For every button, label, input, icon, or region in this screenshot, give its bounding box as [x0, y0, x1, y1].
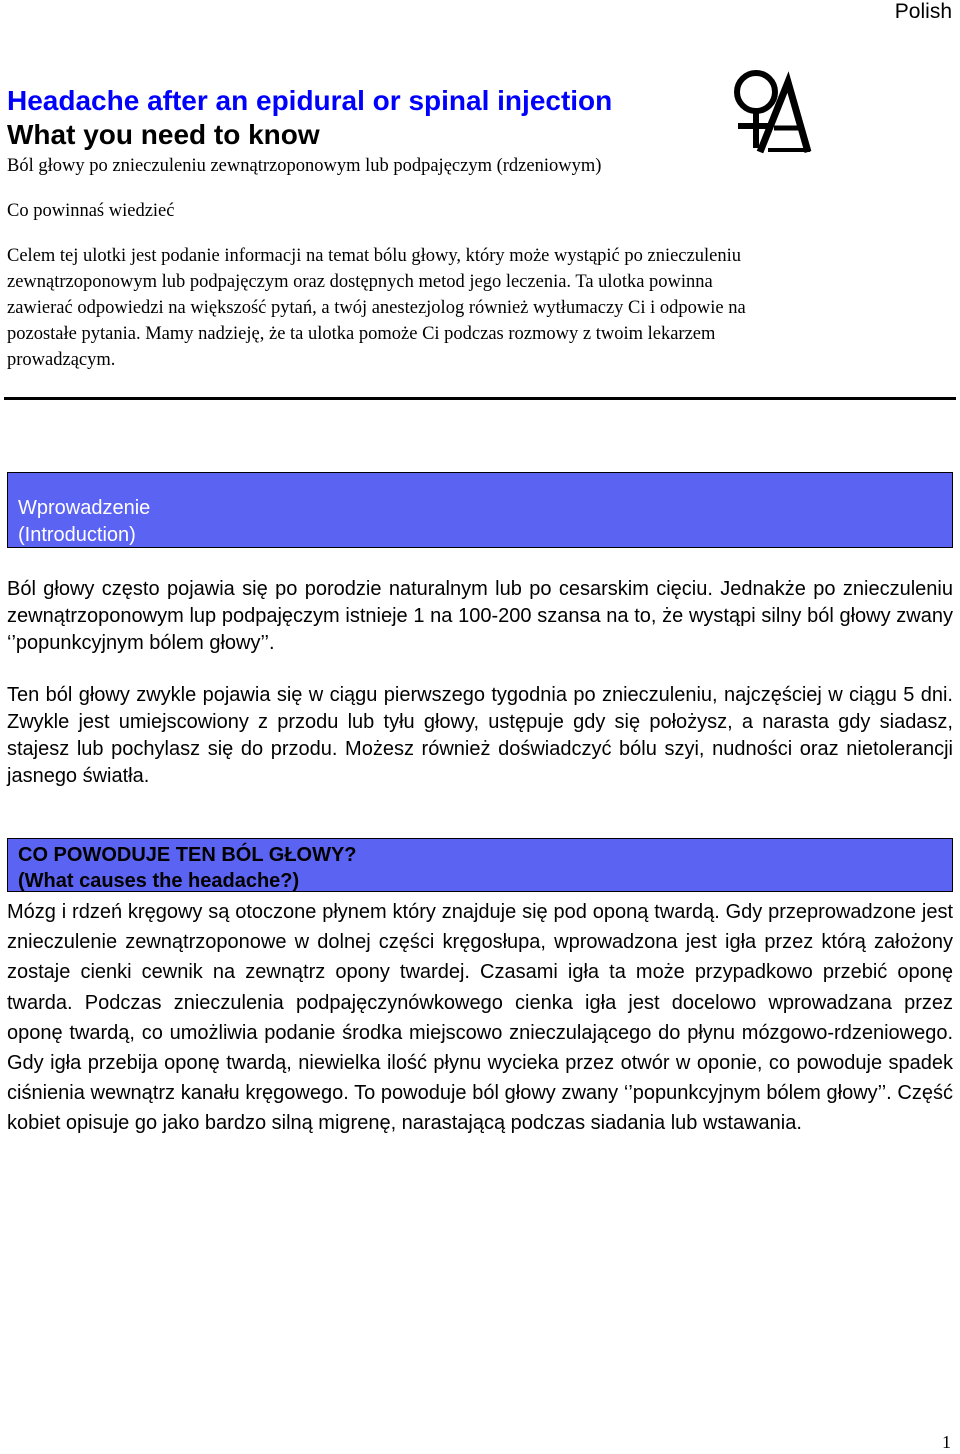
intro-paragraph: Celem tej ulotki jest podanie informacji na temat bólu głowy, który może wystąpić po znieczuleniu zewnątrzoponowym lub podpajęczym oraz dostępnych metod jego leczenia. Ta ulotka powinna zawierać odpowiedzi na większość pytań, a twój anestezjolog również wytłumaczy Ci i odpowie na pozostałe pytania. Mamy nadzieję, że ta ulotka pomoże Ci podczas rozmowy z twoim lekarzem prowadzącym.	[7, 246, 746, 370]
section-title-polish: CO POWODUJE TEN BÓL GŁOWY?	[18, 844, 357, 866]
introduction-paragraph-1: Ból głowy często pojawia się po porodzie naturalnym lub po cesarskim cięciu. Jednakże po znieczuleniu zewnątrzoponowym lup podpajęczym istnieje 1 na 100-200 szansa na to, że wystąpi silny ból głowy zwany ‘’popunkcyjnym bólem głowy’’.	[7, 578, 953, 654]
polish-subtitle: Co powinnaś wiedzieć	[7, 201, 175, 221]
document-subtitle: What you need to know	[7, 119, 320, 150]
page-number: 1	[942, 1432, 951, 1452]
horizontal-divider	[4, 397, 956, 400]
introduction-paragraph-2: Ten ból głowy zwykle pojawia się w ciągu pierwszego tygodnia po znieczuleniu, najczęściej w ciągu 5 dni. Zwykle jest umiejscowiony z przodu lub tyłu głowy, ustępuje gdy się położysz, a narasta gdy siadasz, stajesz lub pochylasz się do przodu. Możesz również doświadczyć bólu szyi, nudności oraz nietolerancji jasnego światła.	[7, 684, 953, 787]
document-title: Headache after an epidural or spinal injection	[7, 85, 613, 116]
section-banner-causes	[7, 838, 953, 892]
polish-title: Ból głowy po znieczuleniu zewnątrzoponowym lub podpajęczym (rdzeniowym)	[7, 156, 602, 176]
section-title-english: (What causes the headache?)	[18, 870, 300, 892]
section-title-polish: Wprowadzenie	[18, 497, 151, 519]
obstetric-anaesthetists-association-logo-icon	[730, 64, 812, 154]
section-title-english: (Introduction)	[18, 524, 136, 546]
section-banner-introduction	[7, 472, 953, 548]
causes-paragraph: Mózg i rdzeń kręgowy są otoczone płynem który znajduje się pod oponą twardą. Gdy przeprowadzone jest znieczulenie zewnątrzoponowe w dolnej części kręgosłupa, wprowadzona jest igła przez którą założony zostaje cienki cewnik na zewnątrz opony twardej. Czasami igła ta może przypadkowo przebić oponę twarda. Podczas znieczulenia podpajęczynówkowego cienka igła jest docelowo wprowadzana przez oponę twardą, co umożliwia podanie środka miejscowo znieczulającego do płynu mózgowo-rdzeniowego. Gdy igła przebija oponę twardą, niewielka ilość płynu wycieka przez otwór w oponie, co powoduje spadek ciśnienia wewnątrz kanału kręgowego. To powoduje ból głowy zwany ‘’popunkcyjnym bólem głowy’’. Część kobiet opisuje go jako bardzo silną migrenę, narastającą podczas siadania lub wstawania.	[7, 901, 953, 1135]
language-label: Polish	[894, 0, 952, 23]
